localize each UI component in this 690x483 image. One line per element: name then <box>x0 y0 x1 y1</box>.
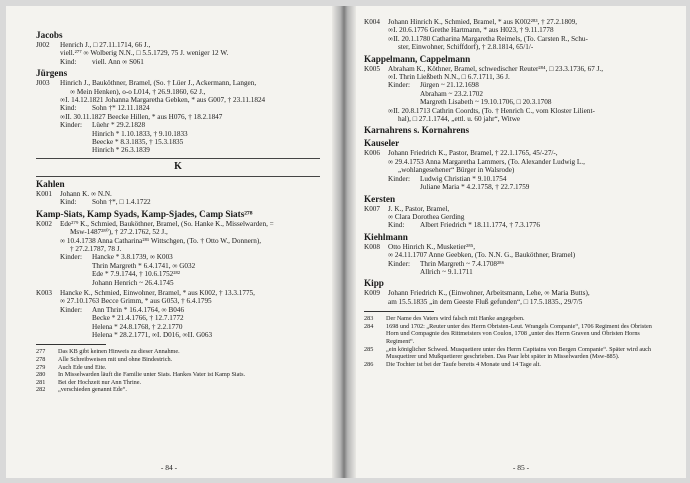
footnote-rule <box>36 344 106 345</box>
footnote <box>364 315 662 323</box>
entry-line: ∞I. Thrin Ließbeth N.N., □ 6.7.1711, 36 J. <box>388 73 510 82</box>
child-line: Thrin Margreth ~ 7.4.1708²⁸⁶ <box>420 259 505 268</box>
section-heading-juergens: Jürgens <box>36 68 68 79</box>
entry-line: J. K., Pastor, Bramel, <box>388 204 450 213</box>
child-line: Helena * 28.2.1771, ∞I. D016, ∞II. G063 <box>92 330 213 339</box>
entry-line: ∞II. 20.8.1713 Cathrin Coordts, (To. † Henrich C., vom Kloster Lilient- <box>388 106 595 115</box>
entry-id: J002 <box>36 41 50 49</box>
footnote <box>364 346 662 361</box>
right-page <box>356 6 686 478</box>
entry-line: ∞I. 20.6.1776 Grethe Hartmann, * aus H023, † 9.11.1778 <box>388 26 554 35</box>
entry-id: K006 <box>364 149 380 158</box>
footnote-number: 284 <box>364 322 374 330</box>
entry-line: ster, Einwohner, Schiffdorf), † 2.8.1814, 65/1/- <box>398 43 534 52</box>
entry-line: ∞II. 30.11.1827 Beecke Hillen, * aus H076, † 18.2.1847 <box>60 112 223 121</box>
section-heading-jacobs: Jacobs <box>36 30 63 40</box>
footnote-text: „ein königlicher Schwed. Musquetiere unter des Herrn Capitains von Bergen Companie“. Später wird auch Musquetirer und Mußquetierer geschrieben. Das Paar lebt später in Misselwarden (Msw-885). <box>386 345 652 361</box>
entry-line: ∞ Clara Dorothea Gerding <box>388 212 465 221</box>
footnote-rule <box>364 311 434 312</box>
entry-line: ∞ 10.4.1738 Anna Catharina²⁸¹ Wittschgen, (To. † Otto W., Donnern), <box>60 236 262 245</box>
footnote-number: 280 <box>36 371 46 379</box>
kinder-label: Kinder: <box>388 259 410 268</box>
child-line: Sohn †*, □ 1.4.1722 <box>92 198 151 207</box>
section-heading-kiehlmann: Kiehlmann <box>364 231 408 242</box>
footnote <box>364 323 662 346</box>
child-line: Ede * 7.9.1744, † 10.6.1752²⁸² <box>92 270 181 279</box>
kind-label: Kind: <box>60 104 77 113</box>
footnote-number: 278 <box>36 355 46 363</box>
page-number: - 84 - <box>160 463 178 472</box>
section-heading-kauseler: Kauseler <box>364 138 400 149</box>
footnote <box>36 371 320 379</box>
child-line: Sohn †* 12.11.1824 <box>92 104 150 113</box>
entry-line: Johann Friedrich K., Pastor, Bramel, † 22.1.1765, 45/-27/-, <box>388 149 558 158</box>
footnote-number: 281 <box>36 378 46 386</box>
footnote-text: Auch Ede und Eite. <box>58 363 107 371</box>
entry-k005 <box>364 65 662 124</box>
section-heading-kappelmann: Kappelmann, Cappelmann <box>364 53 471 64</box>
child-line: Hinrich * 1.10.1833, † 9.10.1833 <box>92 129 188 138</box>
footnote-number: 282 <box>36 386 46 394</box>
kinder-label: Kinder: <box>60 253 82 262</box>
footnote <box>36 364 320 372</box>
entry-line: Abraham K., Köthner, Bramel, schwedischer Reuter²⁸⁴, □ 23.3.1736, 67 J., <box>388 64 604 73</box>
entry-line: Otto Hinrich K., Musketier²⁸⁵, <box>388 242 476 251</box>
footnote <box>36 356 320 364</box>
section-heading-kahlen: Kahlen <box>36 178 65 189</box>
child-line: Allrich ~ 9.1.1711 <box>420 267 473 276</box>
entry-k007 <box>364 205 662 230</box>
entry-line: viell.²⁷⁷ ∞ Wolberig N.N., □ 5.5.1729, 75 J. weniger 12 W. <box>60 49 229 58</box>
footnote-text: Das KB gibt keinen Hinweis zu dieser Annahme. <box>58 348 180 356</box>
entry-line: Msw-1487²⁸⁰), † 27.2.1762, 52 J., <box>70 228 168 237</box>
child-line: Thrin Margreth * 6.4.1741, ∞ G032 <box>92 261 196 270</box>
entry-k004 <box>364 18 662 52</box>
footnote-text: Der Name des Vaters wird falsch mit Hanke angegeben. <box>386 315 525 323</box>
entry-id: K003 <box>36 288 52 297</box>
divider <box>36 176 320 177</box>
entry-id: K009 <box>364 289 380 298</box>
entry-line: ∞II. 20.1.1780 Catharina Margaretha Reimels, (To. Carsten R., Schu- <box>388 34 588 43</box>
entry-line: Ede²⁷⁹ K., Schmied, Bauköthner, Bramel, (So. Hanke K., Misselwarden, = <box>60 219 274 228</box>
kind-label: Kind: <box>388 221 405 230</box>
child-line: Lüehr * 29.2.1828 <box>92 121 146 130</box>
entry-line: Johann Friedrich K., (Einwohner, Arbeitsmann, Lehe, ∞ Maria Butts), <box>388 289 590 298</box>
section-heading-karnahrens: Karnahrens s. Kornahrens <box>364 125 470 136</box>
footnote <box>36 348 320 356</box>
footnote-number: 279 <box>36 363 46 371</box>
child-line: Johann Henrich ~ 26.4.1745 <box>92 278 174 287</box>
entry-line: Johann K. ∞ N.N. <box>60 189 112 198</box>
entry-line: Henrich J., □ 27.11.1714, 66 J., <box>60 41 151 49</box>
letter-heading-k: K <box>174 160 182 172</box>
kind-label: Kind: <box>60 57 77 66</box>
entry-id: K001 <box>36 189 52 198</box>
child-line: Hancke * 3.8.1739, ∞ K003 <box>92 253 173 262</box>
entry-line: ∞I. 14.12.1821 Johanna Margaretha Gebken, * aus G007, † 23.11.1824 <box>60 96 266 105</box>
entry-line: † 27.2.1787, 78 J. <box>70 244 122 253</box>
entry-j002 <box>36 41 320 66</box>
entry-id: K004 <box>364 18 380 26</box>
child-line: Becke * 21.4.1766, † 12.7.1772 <box>92 314 184 323</box>
footnote-text: Alle Schreibweisen mit und ohne Bindestrich. <box>58 355 173 363</box>
entry-k009 <box>364 289 662 306</box>
entry-k003 <box>36 289 320 339</box>
child-line: Hinrich * 26.3.1839 <box>92 146 150 155</box>
page-number: - 85 - <box>512 463 530 472</box>
kinder-label: Kinder: <box>60 305 82 314</box>
entry-k001 <box>36 190 320 207</box>
entry-k006 <box>364 149 662 191</box>
kind-label: Kind: <box>60 198 77 207</box>
child-line: viell. Ann ∞ S061 <box>92 57 144 66</box>
footnote-text: 1698 und 1702: „Reuter unter des Herrn Obristen-Leut. Wrangels Companie“, 1706 Regiment des Obristen Horn und Compagnie des Rittmeisters von Coulon, 1708 „unter des Herrn Graven und Obristen Horns Regiment“. <box>386 322 652 345</box>
section-heading-kersten: Kersten <box>364 193 396 204</box>
footnote <box>36 379 320 387</box>
entry-line: am 15.5.1835 „in dem Geeste Fluß gefunden“, □ 17.5.1835., 29/7/5 <box>388 297 583 306</box>
footnote-text: „verschieden genannt Ede“. <box>58 386 127 394</box>
entry-line: ∞ 29.4.1753 Anna Margaretha Lammers, (To. Alexander Ludwig L., <box>388 157 585 166</box>
child-line: Margreth Lisabeth ~ 19.10.1706, □ 20.3.1708 <box>420 98 552 107</box>
kinder-label: Kinder: <box>388 174 410 183</box>
entry-line: hal), □ 27.1.1744, „ettl. u. 60 jahr“, Witwe <box>398 115 521 124</box>
entry-k008 <box>364 243 662 277</box>
child-line: Juliane Maria * 4.2.1758, † 22.7.1759 <box>420 183 530 192</box>
entry-id: K005 <box>364 64 380 73</box>
left-page <box>6 6 332 478</box>
footnote-number: 285 <box>364 345 374 353</box>
child-line: Ludwig Christian * 9.10.1754 <box>420 174 507 183</box>
footnote-number: 277 <box>36 348 46 356</box>
entry-j003 <box>36 79 320 155</box>
entry-line: Hinrich J., Bauköthner, Bramel, (So. † Lüer J., Ackermann, Langen, <box>60 79 257 88</box>
footnote-number: 286 <box>364 360 374 368</box>
entry-line: Hancke K., Schmied, Einwohner, Bramel, * aus K002, † 13.3.1775, <box>60 288 255 297</box>
entry-id: K008 <box>364 242 380 251</box>
child-line: Abraham ~ 23.2.1702 <box>420 89 483 98</box>
divider <box>36 158 320 159</box>
book-gutter <box>332 6 356 478</box>
entry-line: ∞ 24.11.1707 Anne Geebken, (To. N.N. G., Bauköthner, Bramel) <box>388 251 576 260</box>
child-line: Jürgen ~ 21.12.1698 <box>420 81 479 90</box>
footnote-text: Die Tochter ist bei der Taufe bereits 4 Monate und 14 Tage alt. <box>386 360 541 368</box>
footnote-text: Bei der Hochzeit nur Ann Thrine. <box>58 378 142 386</box>
entry-line: Johann Hinrich K., Schmied, Bramel, * aus K002²⁸³, † 27.2.1809, <box>388 18 578 26</box>
entry-line: „wohlangesehener“ Bürger in Walsrode) <box>398 166 515 175</box>
kinder-label: Kinder: <box>60 121 82 130</box>
footnote <box>364 361 662 369</box>
child-line: Helena * 24.8.1768, † 2.2.1770 <box>92 322 183 331</box>
entry-id: K007 <box>364 204 380 213</box>
footnote <box>36 386 320 394</box>
child-line: Albert Friedrich * 18.11.1774, † 7.3.1776 <box>420 221 540 230</box>
footnote-text: In Misselwarden läuft die Familie unter Siats. Hankes Vater ist Kamp Siats. <box>58 371 246 379</box>
entry-k002 <box>36 220 320 287</box>
kinder-label: Kinder: <box>388 81 410 90</box>
entry-id: K002 <box>36 219 52 228</box>
child-line: Beecke * 8.3.1835, † 15.3.1835 <box>92 138 184 147</box>
child-line: Ann Thrin * 16.4.1764, ∞ B046 <box>92 305 185 314</box>
entry-line: ∞ Mein Henken), o-o L014, † 26.9.1860, 62 J., <box>70 87 206 96</box>
footnote-number: 283 <box>364 315 374 323</box>
section-heading-kamp-siats: Kamp-Siats, Kamp Syads, Kamp-Sjades, Camp Siats²⁷⁸ <box>36 208 253 219</box>
entry-id: J003 <box>36 79 50 88</box>
section-heading-kipp: Kipp <box>364 278 384 289</box>
entry-line: ∞ 27.10.1763 Becce Grimm, * aus G053, † 6.4.1795 <box>60 297 212 306</box>
